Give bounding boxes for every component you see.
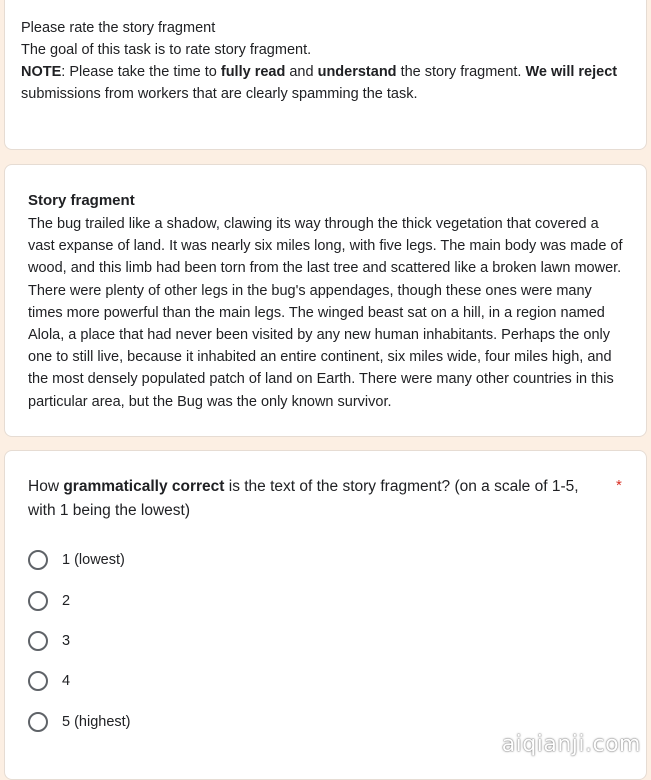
question-card	[4, 450, 647, 780]
radio-button-5[interactable]	[28, 712, 48, 732]
note-bold1: fully read	[220, 64, 286, 80]
note-bold2: understand	[317, 64, 397, 80]
story-card	[4, 164, 647, 437]
radio-option-3[interactable]	[28, 629, 70, 653]
question-bold: grammatically correct	[63, 478, 225, 495]
radio-button-2[interactable]	[28, 591, 48, 611]
story-text: The bug trailed like a shadow, clawing its way through the thick vegetation that covered a vast expanse of land. It was nearly six miles long, with five legs. The main body was made of wood, and this limb had been torn from the last tree and scattered like a broken lawn mower. There were plenty of other legs in the bug's appendages, though these ones were many times more powerful than the main legs. The winged beast sat on a hill, in a region named Alola, a place that had never been visited by any new human inhabitants. Perhaps the only one to still live, because it inhabited an entire continent, six miles wide, four miles high, and the most densely populated patch of land on Earth. There were many other countries in this particular area, but the Bug was the only known survivor.	[28, 216, 623, 410]
question-prefix: How	[28, 478, 64, 495]
radio-label-5: 5 (highest)	[62, 714, 131, 730]
radio-button-4[interactable]	[28, 671, 48, 691]
required-asterisk: *	[616, 477, 622, 494]
note-label: NOTE	[21, 64, 62, 80]
note-bold3: We will reject	[525, 64, 618, 80]
radio-button-1[interactable]	[28, 550, 48, 570]
story-title: Story fragment	[28, 192, 135, 209]
task-note	[21, 61, 631, 105]
task-goal: The goal of this task is to rate story fragment.	[21, 42, 312, 58]
form-title: Please rate the story fragment	[21, 20, 216, 36]
radio-option-1[interactable]	[28, 548, 125, 572]
note-seg1: : Please take the time to	[61, 64, 221, 80]
note-seg2: and	[285, 64, 318, 80]
intro-text	[21, 17, 631, 105]
radio-label-4: 4	[62, 673, 71, 689]
note-seg3: the story fragment.	[396, 64, 526, 80]
radio-label-1: 1 (lowest)	[62, 552, 125, 568]
radio-label-3: 3	[62, 633, 71, 649]
note-seg4: submissions from workers that are clearly spamming the task.	[21, 86, 418, 102]
question-suffix: is the text of the story fragment? (on a scale of 1-5, with 1 being the lowest)	[28, 478, 579, 519]
radio-button-3[interactable]	[28, 631, 48, 651]
radio-option-4[interactable]	[28, 669, 70, 693]
intro-card	[4, 0, 647, 150]
question-text	[28, 475, 603, 523]
radio-option-5[interactable]	[28, 710, 131, 734]
radio-option-2[interactable]	[28, 589, 70, 613]
radio-label-2: 2	[62, 593, 71, 609]
watermark-text: aiqianji.com	[501, 732, 641, 757]
